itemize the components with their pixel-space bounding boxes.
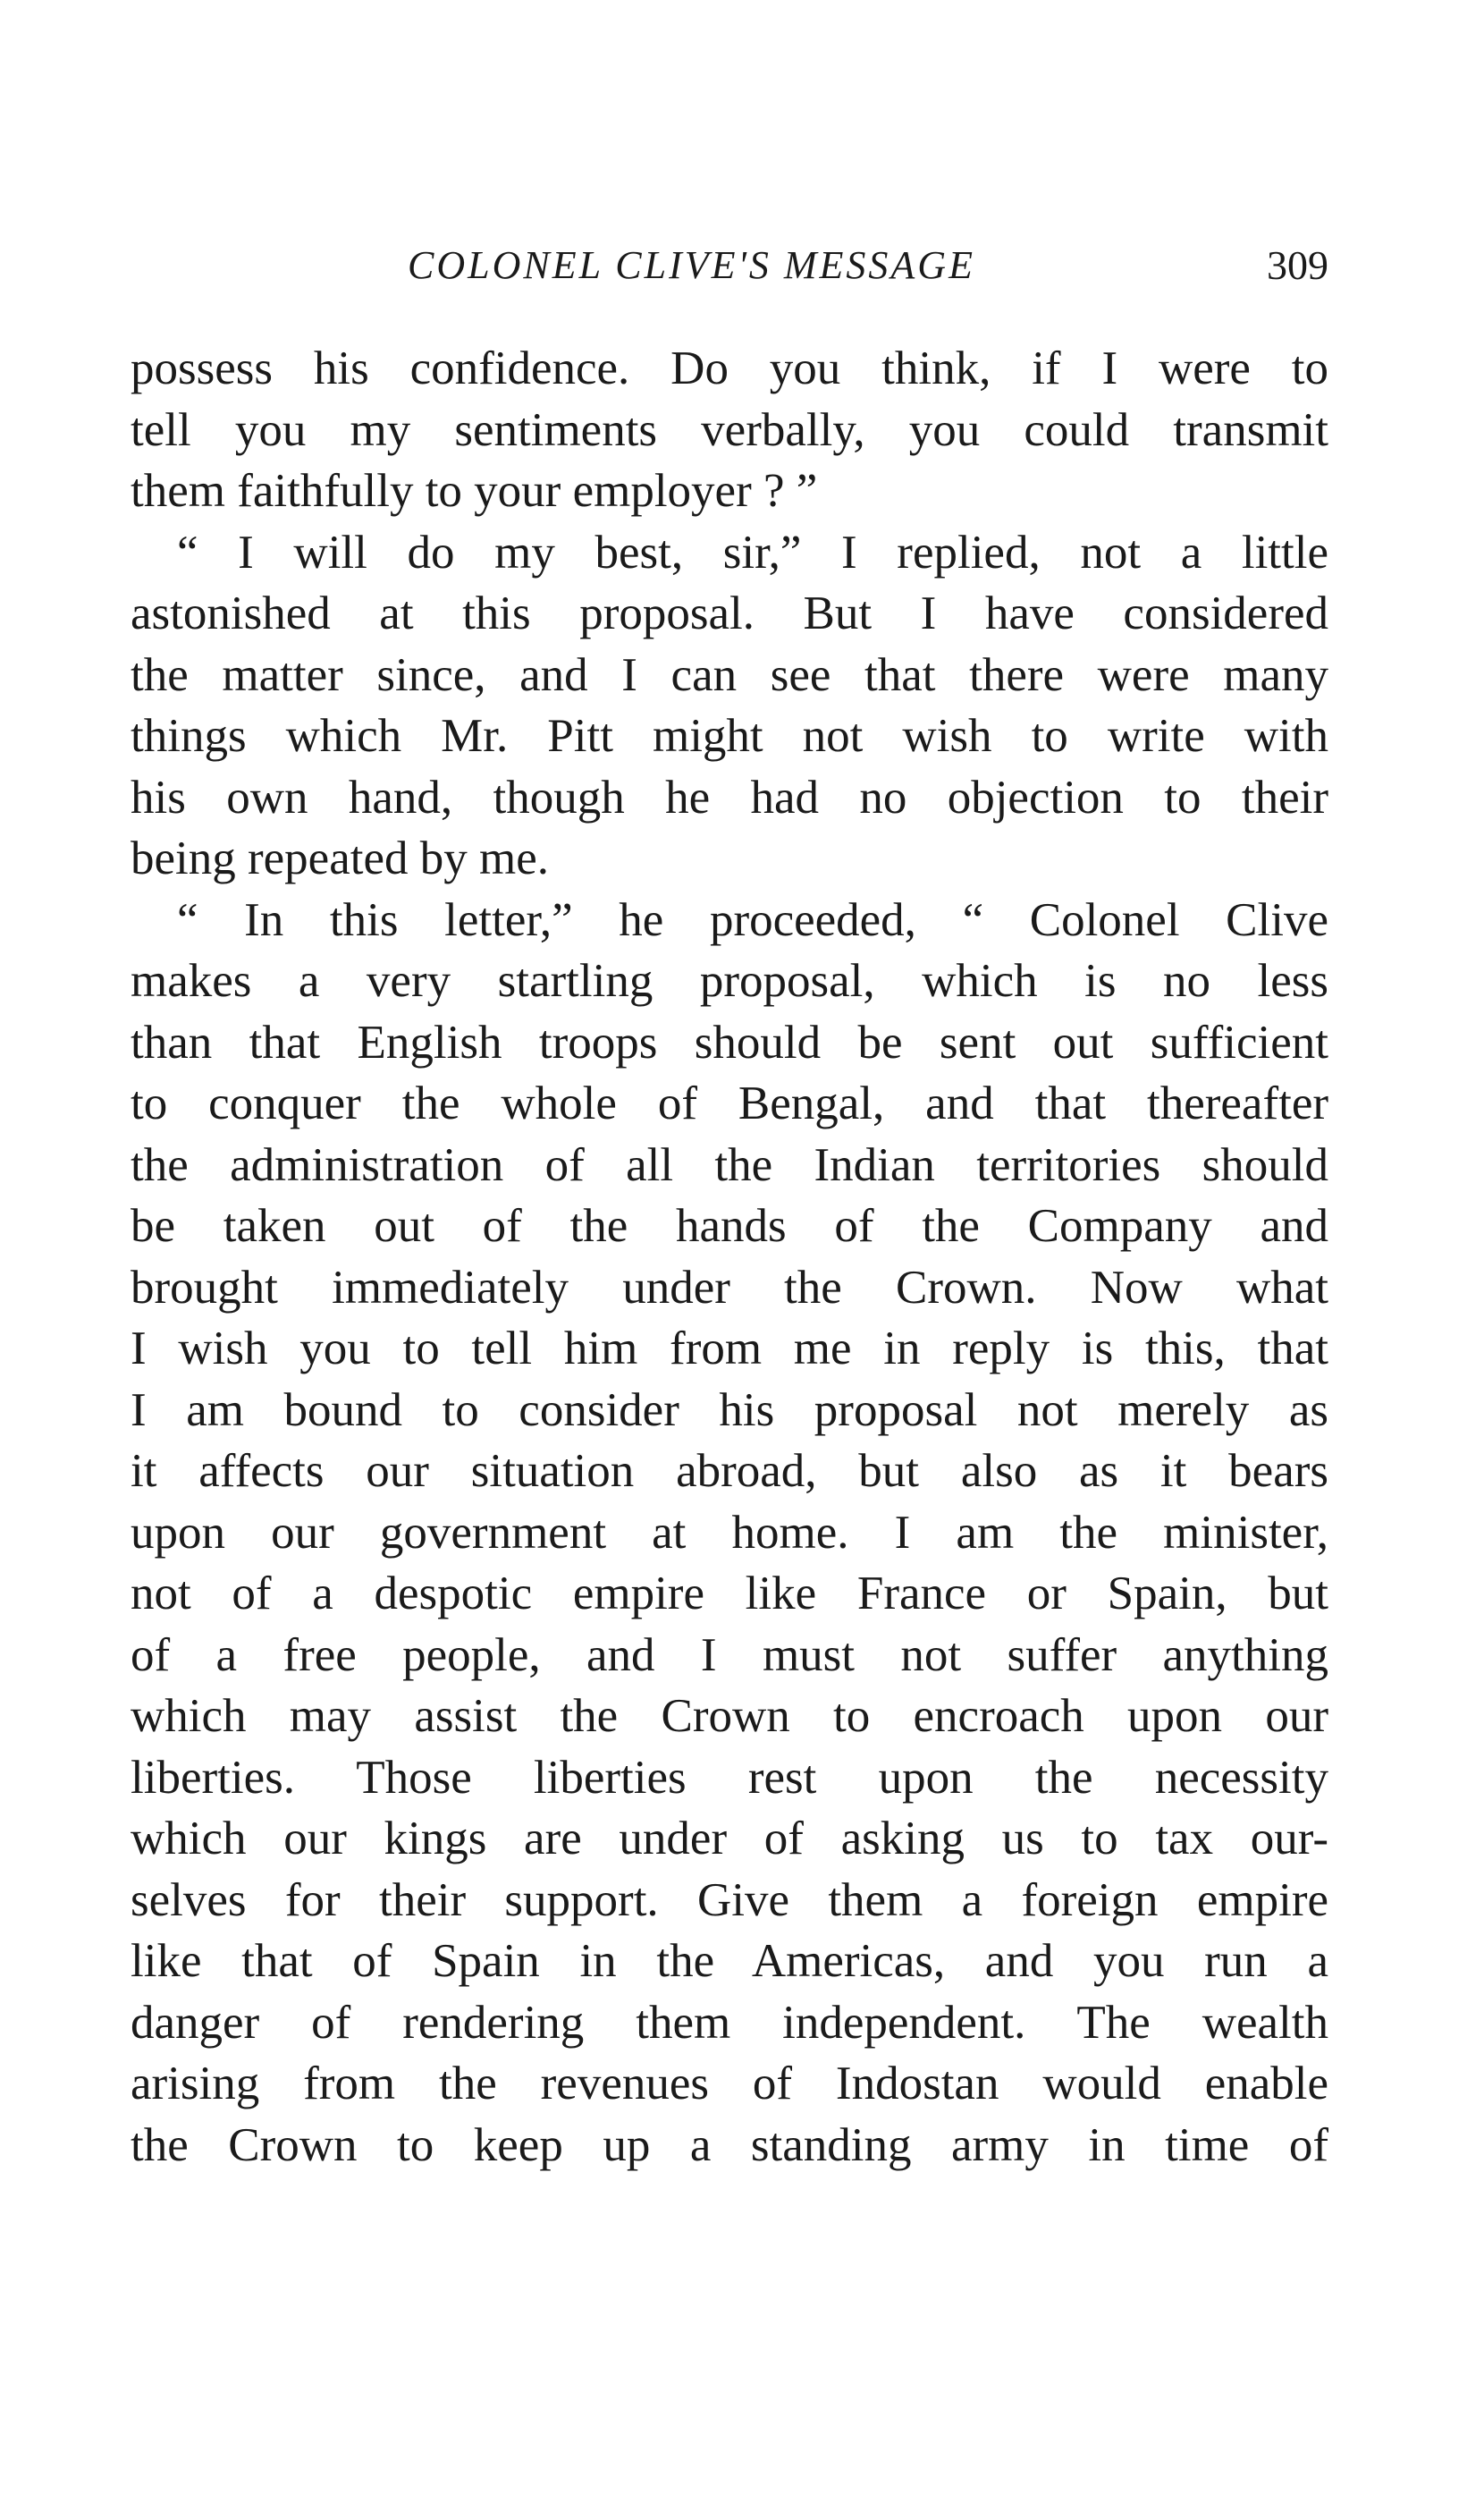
text-line: them faithfully to your employer ? ” (131, 465, 818, 517)
text-line: which our kings are under of asking us to tax our- (131, 1813, 1328, 1864)
text-line: not of a despotic empire like France or Spain, but (131, 1568, 1328, 1619)
text-line: his own hand, though he had no objection to their (131, 771, 1328, 824)
text-line: the Crown to keep up a standing army in time of (131, 2118, 1328, 2171)
text-line: like that of Spain in the Americas, and you run a (131, 1935, 1328, 1987)
text-line: it affects our situation abroad, but also as it bears (131, 1445, 1328, 1497)
text-line: I am bound to consider his proposal not merely as (131, 1383, 1328, 1436)
text-line: things which Mr. Pitt might not wish to write with (131, 710, 1328, 762)
text-line: “ In this letter,” he proceeded, “ Colonel Clive (177, 893, 1328, 946)
text-line: I wish you to tell him from me in reply is this, that (131, 1323, 1328, 1374)
text-line: to conquer the whole of Bengal, and that thereafter (131, 1078, 1328, 1129)
text-line: which may assist the Crown to encroach upon our (131, 1690, 1328, 1742)
text-line: tell you my sentiments verbally, you could transmit (131, 403, 1328, 456)
text-line: of a free people, and I must not suffer anything (131, 1628, 1328, 1681)
text-line: makes a very startling proposal, which is no less (131, 955, 1328, 1007)
text-line: possess his confidence. Do you think, if I were to (131, 342, 1328, 394)
text-line: than that English troops should be sent out sufficient (131, 1016, 1328, 1069)
text-line: “ I will do my best, sir,” I replied, not a little (177, 526, 1328, 579)
text-line: selves for their support. Give them a foreign empire (131, 1873, 1328, 1926)
text-line: being repeated by me. (131, 833, 549, 884)
text-line: danger of rendering them independent. The wealth (131, 1996, 1328, 2049)
text-line: arising from the revenues of Indostan would enable (131, 2058, 1328, 2109)
text-line: the matter since, and I can see that there were many (131, 648, 1328, 701)
text-line: upon our government at home. I am the minister, (131, 1506, 1328, 1559)
page-number: 309 (1267, 242, 1328, 288)
text-line: liberties. Those liberties rest upon the necessity (131, 1751, 1328, 1804)
text-line: astonished at this proposal. But I have considered (131, 587, 1328, 639)
text-line: brought immediately under the Crown. Now what (131, 1261, 1328, 1314)
body-text (131, 338, 1328, 2176)
text-line: the administration of all the Indian territories should (131, 1138, 1328, 1191)
text-line: be taken out of the hands of the Company and (131, 1200, 1328, 1252)
running-title: COLONEL CLIVE'S MESSAGE (408, 243, 975, 287)
page-header (131, 234, 1328, 297)
